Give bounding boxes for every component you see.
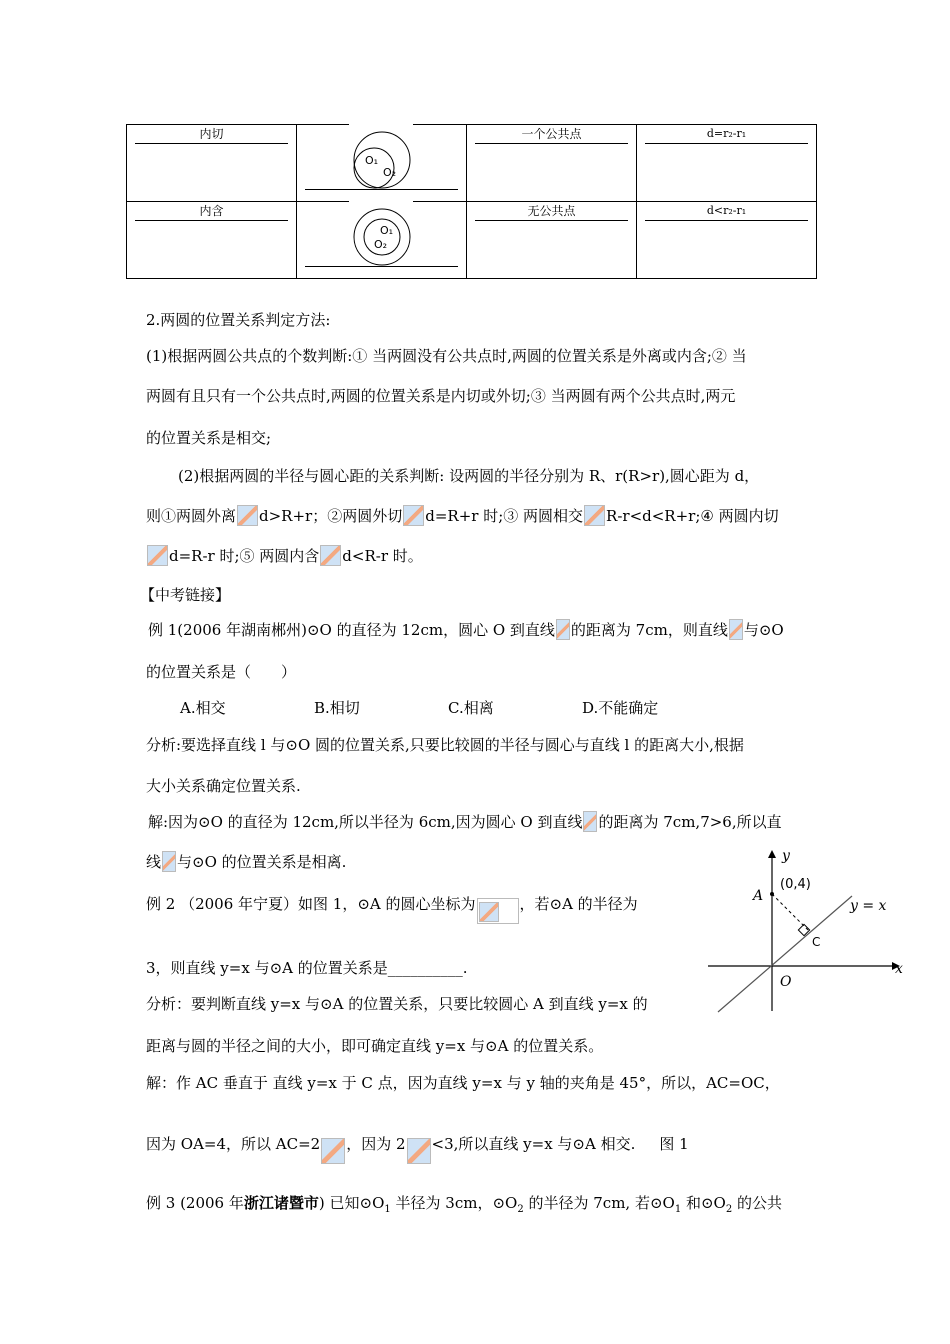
text-line: 解:因为⊙O 的直径为 12cm,所以半径为 6cm,因为圆心 O 到直线 的距离为 7cm,7>6,所以直 bbox=[148, 812, 782, 834]
text-line: 因为 OA=4，所以 AC=2 ，因为 2 <3,所以直线 y=x 与⊙A 相交. 图 1 bbox=[146, 1132, 689, 1158]
image-placeholder-icon bbox=[729, 619, 743, 640]
text-line: 则①两圆外离 d>R+r；②两圆外切 d=R+r 时;③ 两圆相交 R-r<d<R+r;④ 两圆内切 bbox=[146, 506, 779, 528]
image-placeholder-icon bbox=[583, 811, 597, 832]
text-line: 线 与⊙O 的位置关系是相离. bbox=[146, 852, 346, 874]
circle-label: O₁ bbox=[364, 154, 378, 167]
table-row bbox=[127, 125, 817, 202]
image-placeholder-icon bbox=[477, 898, 519, 924]
text-line: 两圆有且只有一个公共点时,两圆的位置关系是内切或外切;③ 当两圆有两个公共点时,两元 bbox=[146, 387, 736, 405]
y-axis-label: y bbox=[782, 848, 790, 864]
image-placeholder-icon bbox=[584, 505, 605, 526]
containment-figure bbox=[305, 202, 458, 278]
text-line: 的位置关系是（ ） bbox=[146, 663, 297, 681]
image-placeholder-icon bbox=[321, 1138, 345, 1164]
text-line: 解：作 AC 垂直于 直线 y=x 于 C 点，因为直线 y=x 与 y 轴的夹角是 45°，所以，AC=OC， bbox=[146, 1074, 780, 1092]
circle-label: O₂ bbox=[382, 166, 396, 179]
section-heading: 【中考链接】 bbox=[140, 586, 231, 604]
image-placeholder-icon bbox=[403, 505, 424, 526]
text-line: 距离与圆的半径之间的大小，即可确定直线 y=x 与⊙A 的位置关系。 bbox=[146, 1037, 604, 1055]
text-line: 3，则直线 y=x 与⊙A 的位置关系是__________. bbox=[146, 959, 468, 977]
common-points: 一个公共点 bbox=[475, 126, 628, 144]
table-row bbox=[127, 202, 817, 279]
text-line: (2)根据两圆的半径与圆心距的关系判断: 设两圆的半径分别为 R、r(R>r),圆心距为 d， bbox=[178, 467, 760, 485]
common-points: 无公共点 bbox=[475, 203, 628, 221]
text-line: d=R-r 时;⑤ 两圆内含 d<R-r 时。 bbox=[146, 546, 423, 568]
circle-label: O₂ bbox=[373, 238, 387, 251]
point-a-label: A bbox=[753, 888, 764, 904]
image-placeholder-icon bbox=[162, 851, 176, 872]
point-c-label: C bbox=[812, 935, 821, 949]
image-placeholder-icon bbox=[320, 545, 341, 566]
perpendicular-ac bbox=[772, 894, 808, 930]
distance-formula: d<r₂-r₁ bbox=[645, 203, 808, 221]
option-b: B.相切 bbox=[314, 699, 360, 717]
relation-name: 内含 bbox=[135, 203, 288, 221]
text-line: 例 1(2006 年湖南郴州)⊙O 的直径为 12cm，圆心 O 到直线 的距离为 7cm，则直线 与⊙O bbox=[148, 620, 784, 642]
image-placeholder-icon bbox=[147, 545, 168, 566]
line-y-equals-x bbox=[718, 896, 852, 1012]
origin-label: O bbox=[780, 974, 792, 990]
relation-name: 内切 bbox=[135, 126, 288, 144]
point-a bbox=[770, 892, 774, 896]
circle-label: O₁ bbox=[379, 224, 393, 237]
relation-table bbox=[126, 124, 817, 279]
text-line: 例 2 （2006 年宁夏）如图 1，⊙A 的圆心坐标为 ，若⊙A 的半径为 bbox=[146, 892, 638, 918]
option-a: A.相交 bbox=[180, 699, 226, 717]
text-line: 例 3 (2006 年浙江诸暨市) 已知$⊙O_1$ 半径为 3cm，$⊙O_2$ 的半径为 7cm, 若$⊙O_1$ 和$⊙O_2$ 的公共 bbox=[146, 1194, 782, 1215]
option-c: C.相离 bbox=[448, 699, 494, 717]
coordinate-label: (0,4) bbox=[780, 877, 811, 892]
text-line: 分析:要选择直线 l 与⊙O 圆的位置关系,只要比较圆的半径与圆心与直线 l 的距离大小,根据 bbox=[146, 736, 744, 754]
text-line: 的位置关系是相交; bbox=[146, 429, 272, 447]
line-label: y = x bbox=[850, 898, 887, 914]
distance-formula: d=r₂-r₁ bbox=[645, 126, 808, 144]
x-axis-label: x bbox=[895, 961, 903, 977]
coordinate-figure bbox=[704, 846, 904, 1016]
figure-caption: 图 1 bbox=[659, 1135, 689, 1153]
image-placeholder-icon bbox=[407, 1138, 431, 1164]
image-placeholder-icon bbox=[556, 619, 570, 640]
text-line: (1)根据两圆公共点的个数判断:① 当两圆没有公共点时,两圆的位置关系是外离或内含;② 当 bbox=[146, 347, 747, 365]
text-line: 2.两圆的位置关系判定方法: bbox=[146, 311, 331, 329]
option-d: D.不能确定 bbox=[582, 699, 659, 717]
text-line: 分析：要判断直线 y=x 与⊙A 的位置关系，只要比较圆心 A 到直线 y=x 的 bbox=[146, 995, 648, 1013]
internal-tangent-figure bbox=[305, 125, 458, 201]
text-line: 大小关系确定位置关系. bbox=[146, 777, 301, 795]
image-placeholder-icon bbox=[237, 505, 258, 526]
